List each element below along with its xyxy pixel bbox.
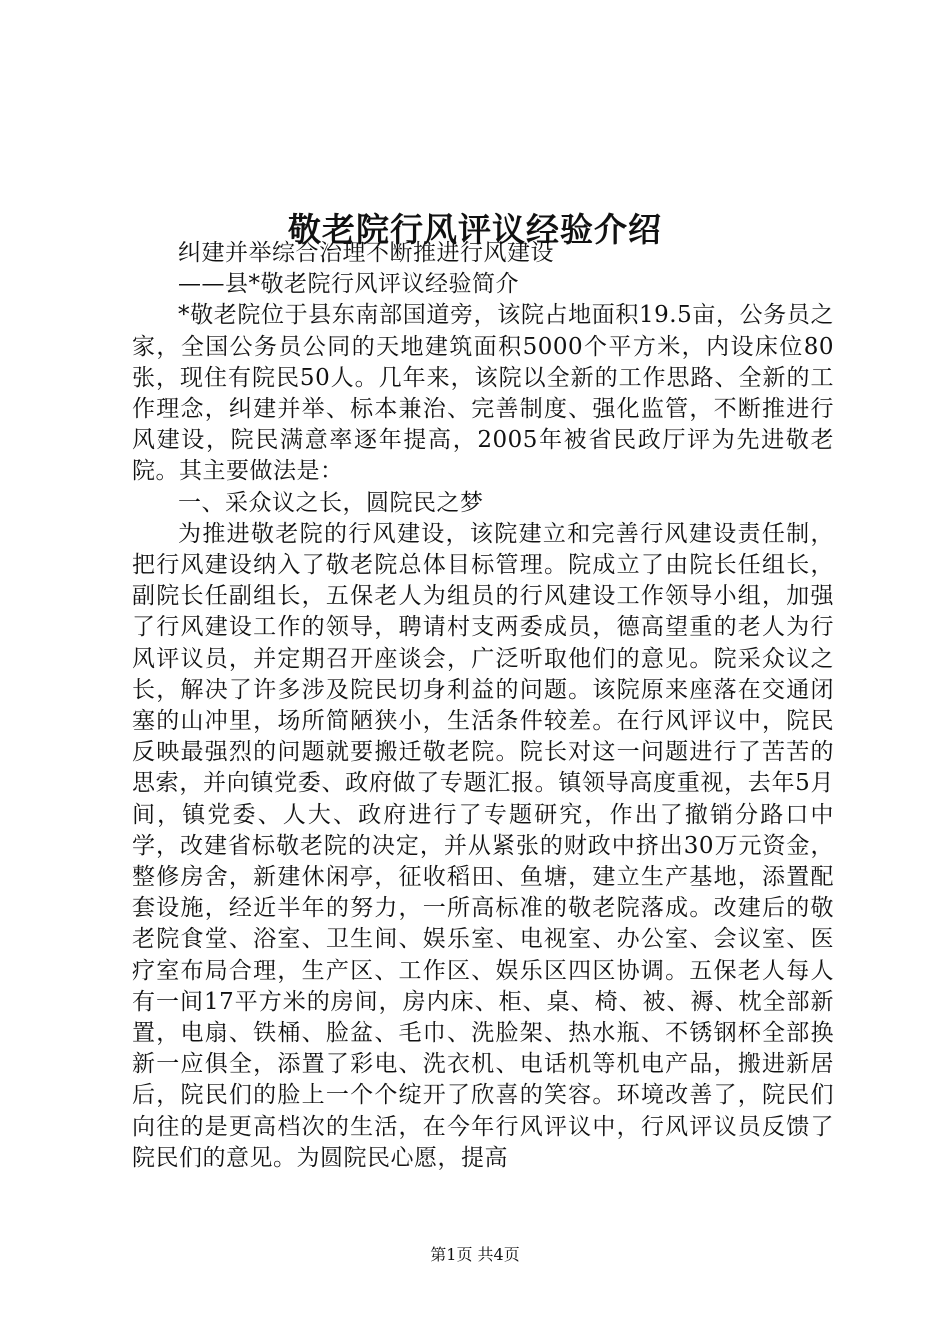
document-body xyxy=(132,238,834,1174)
subtitle-sub-line: ——县*敬老院行风评议经验简介 xyxy=(178,271,519,298)
subtitle-line: 纠建并举综合治理不断推进行风建设 xyxy=(178,240,554,266)
section-heading: 一、采众议之长，圆院民之梦 xyxy=(178,489,484,516)
document-title: 敬老院行风评议经验介绍 xyxy=(288,210,662,250)
page-footer: 第1页 共4页 xyxy=(430,1245,520,1264)
body-paragraph: 为推进敬老院的行风建设，该院建立和完善行风建设责任制，把行风建设纳入了敬老院总体目标管理。院成立了由院长任组长，副院长任副组长，五保老人为组员的行风建设工作领导小组，加强了行风建设工作的领导，聘请村支两委成员，德高望重的老人为行风评议员，并定期召开座谈会，广泛听取他们的意见。院采众议之长，解决了许多涉及院民切身利益的问题。该院原来座落在交通闭塞的山冲里，场所简陋狭小，生活条件较差。在行风评议中，院民反映最强烈的问题就要搬迁敬老院。院长对这一问题进行了苦苦的思索，并向镇党委、政府做了专题汇报。镇领导高度重视，去年5月间，镇党委、人大、政府进行了专题研究，作出了撤销分路口中学，改建省标敬老院的决定，并从紧张的财政中挤出30万元资金，整修房舍，新建休闲亭，征收稻田、鱼塘，建立生产基地，添置配套设施，经近半年的努力，一所高标准的敬老院落成。改建后的敬老院食堂、浴室、卫生间、娱乐室、电视室、办公室、会议室、医疗室布局合理，生产区、工作区、娱乐区四区协调。五保老人每人有一间17平方米的房间，房内床、柜、桌、椅、被、褥、枕全部新置，电扇、铁桶、脸盆、毛巾、洗脸架、热水瓶、不锈钢杯全部换新一应俱全，添置了彩电、洗衣机、电话机等机电产品，搬进新居后，院民们的脸上一个个绽开了欣喜的笑容。环境改善了，院民们向往的是更高档次的生活，在今年行风评议中，行风评议员反馈了院民们的意见。为圆院民心愿，提高 xyxy=(132,520,834,1171)
intro-paragraph: *敬老院位于县东南部国道旁，该院占地面积19.5亩，公务员之家，全国公务员公同的天地建筑面积5000个平方米，内设床位80张，现住有院民50人。几年来，该院以全新的工作思路、全新的工作理念，纠建并举、标本兼治、完善制度、强化监管，不断推进行风建设，院民满意率逐年提高，2005年被省民政厅评为先进敬老院。其主要做法是： xyxy=(132,302,834,485)
